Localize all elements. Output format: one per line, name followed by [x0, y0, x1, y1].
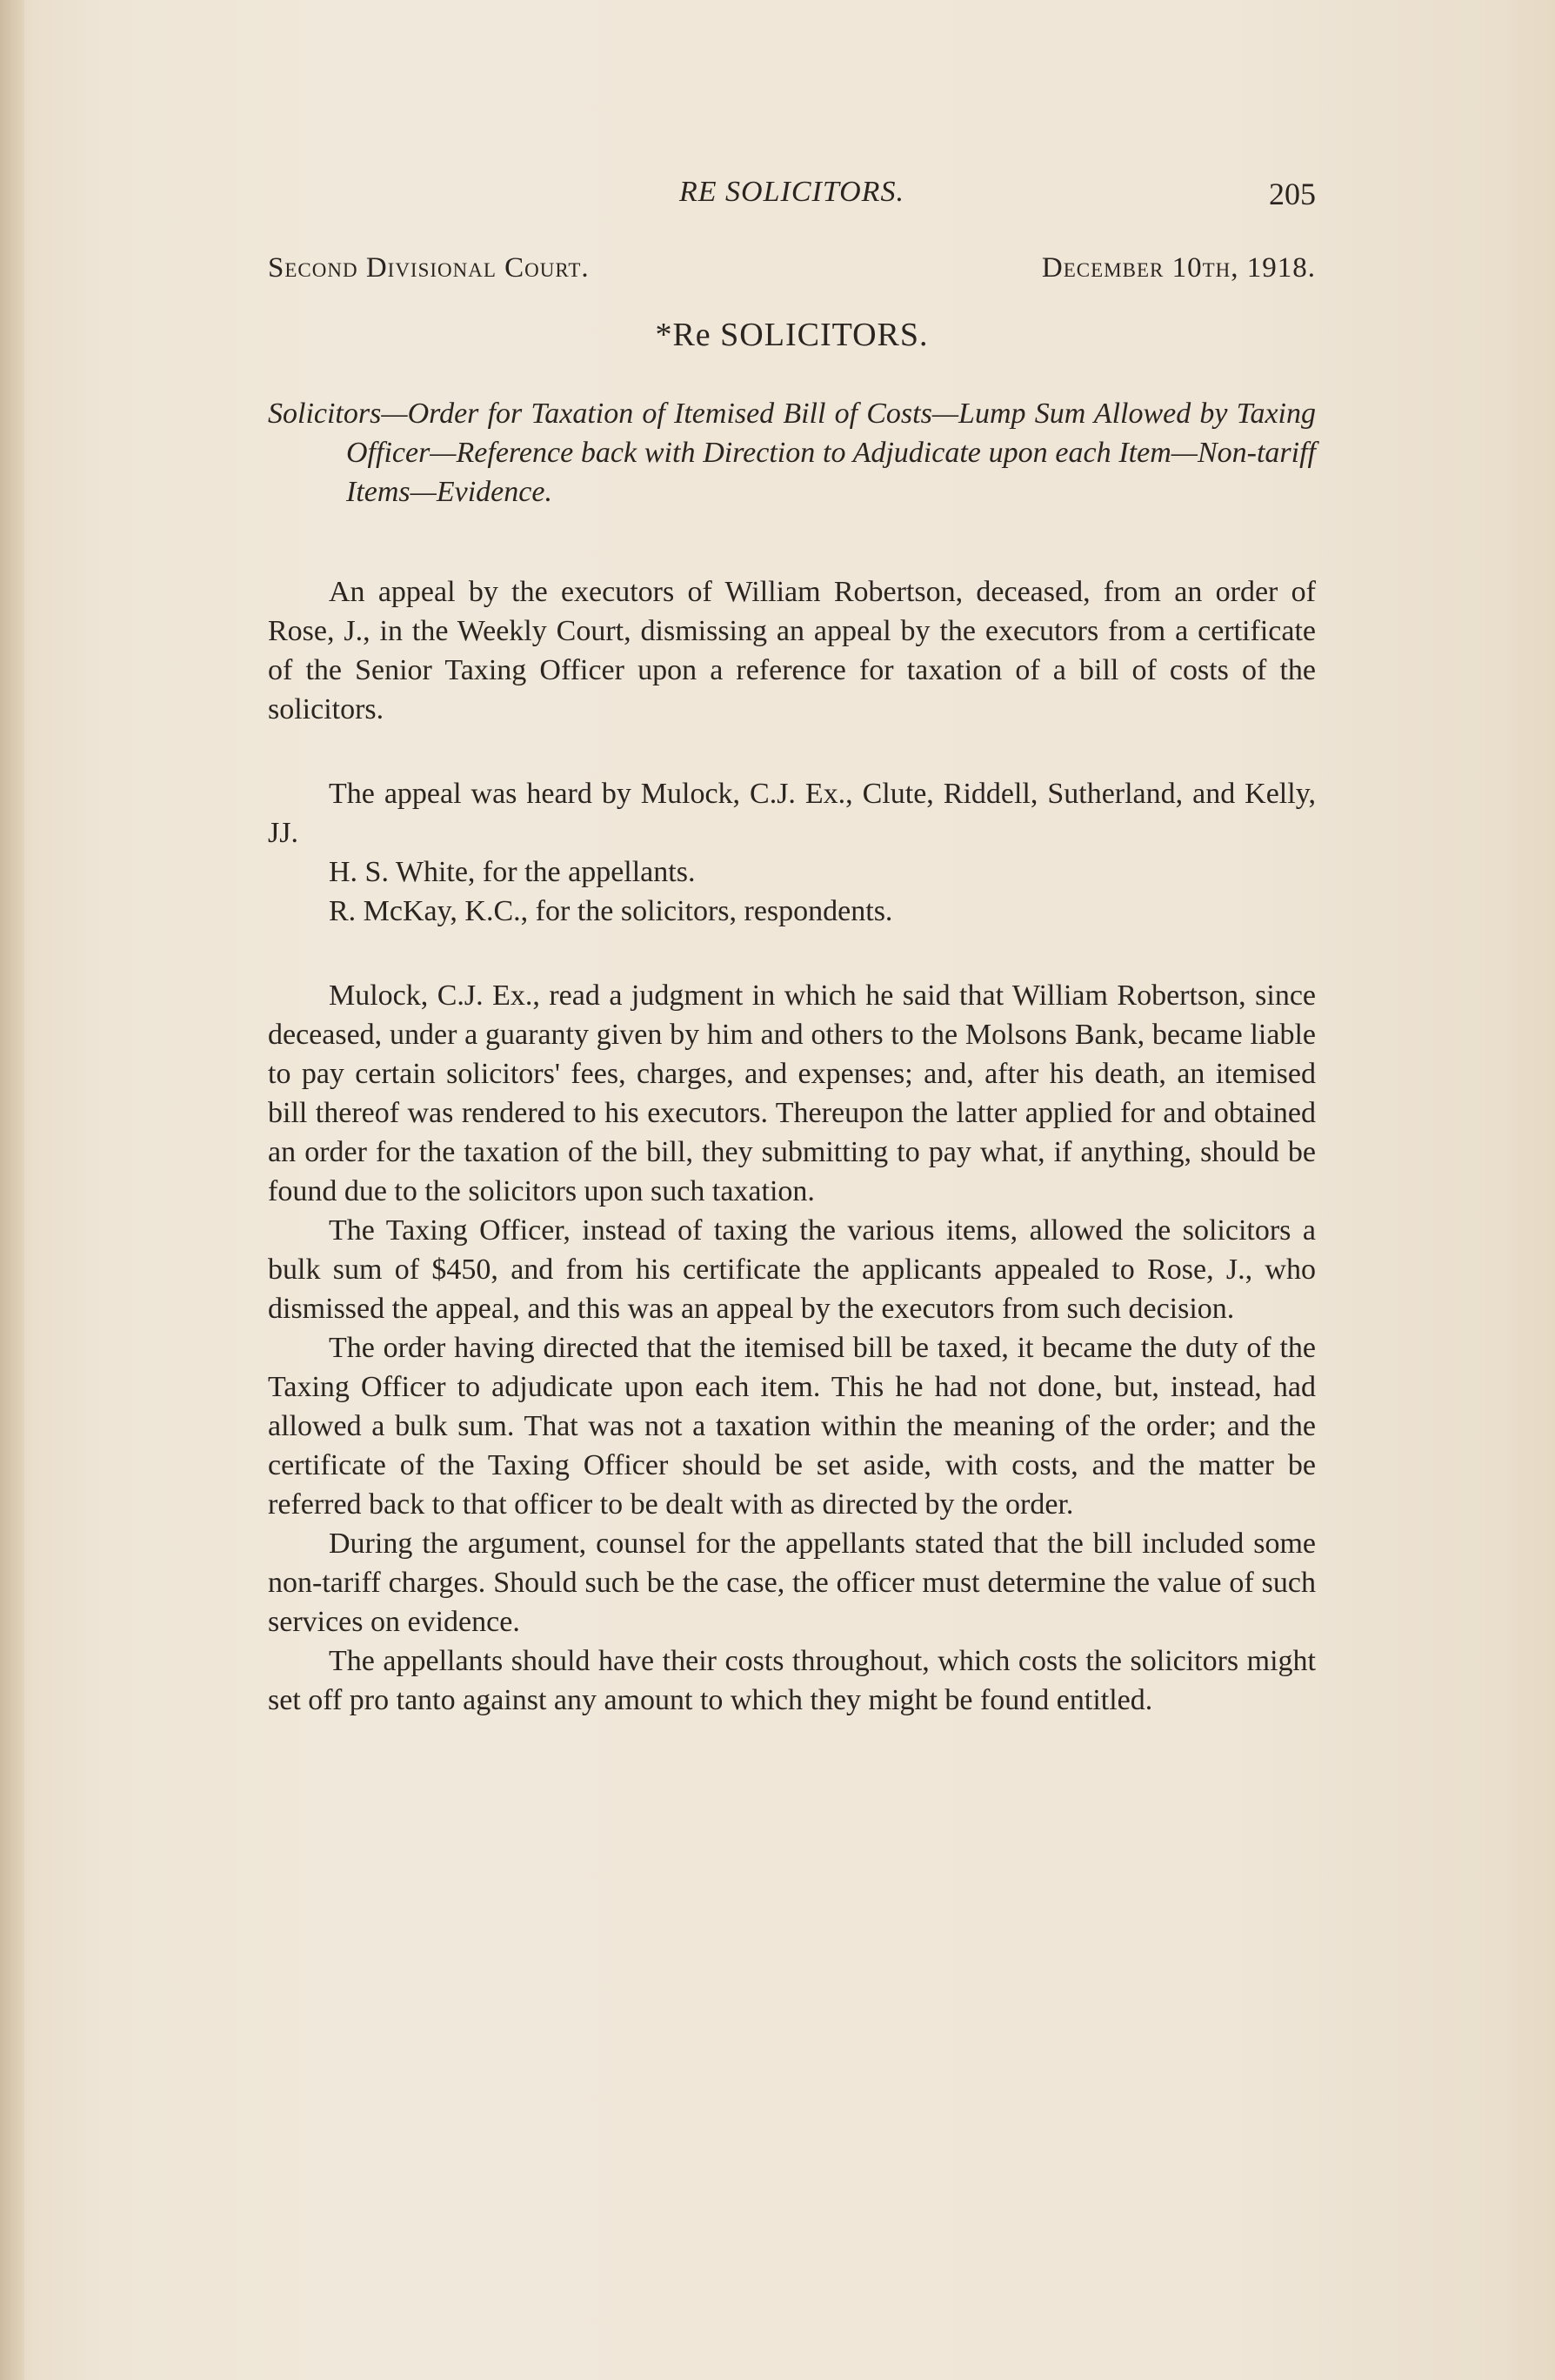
judgment-paragraph: The Taxing Officer, instead of taxing the various items, allowed the solicitors a bulk sum of $450, and from his certificate the applicants appealed to Rose, J., who dismissed the appeal, and this was an appeal by the executors from such decision. — [268, 1214, 1316, 1325]
running-head — [268, 165, 1316, 217]
page-content — [268, 165, 1316, 1720]
judgment-paragraph: Mulock, C.J. Ex., read a judgment in which he said that William Robertson, since deceased, under a guaranty given by him and others to the Molsons Bank, became liable to pay certain solicitors' fees, charges, and expenses; and, after his death, an itemised bill thereof was rendered to his executors. Thereupon the latter applied for and obtained an order for the taxation of the bill, they submitting to pay what, if anything, should be found due to the solicitors upon such taxation. — [268, 979, 1316, 1207]
counsel-appellants: H. S. White, for the appellants. — [329, 856, 696, 888]
headnote: Solicitors—Order for Taxation of Itemised Bill of Costs—Lump Sum Allowed by Taxing Officer—Reference back with Direction to Adjudicate upon each Item—Non-tariff Items—Evidence. — [268, 398, 1316, 508]
court-name: Second Divisional Court. — [268, 252, 590, 284]
page-number: 205 — [1269, 177, 1316, 211]
decision-date: December 10th, 1918. — [1041, 252, 1316, 284]
case-title: *Re SOLICITORS. — [655, 317, 929, 353]
counsel-respondents: R. McKay, K.C., for the solicitors, respondents. — [329, 895, 893, 927]
court-line — [268, 252, 1316, 284]
judgment-paragraph: The order having directed that the itemised bill be taxed, it became the duty of the Taxing Officer to adjudicate upon each item. This he had not done, but, instead, had allowed a bulk sum. That was not a taxation within the meaning of the order; and the certificate of the Taxing Officer should be set aside, with costs, and the matter be referred back to that officer to be dealt with as directed by the order. — [268, 1332, 1316, 1521]
running-title: RE SOLICITORS. — [679, 176, 904, 208]
judgment-paragraph: The appellants should have their costs throughout, which costs the solicitors might set off pro tanto against any amount to which they might be found entitled. — [268, 1645, 1316, 1716]
binding-gutter — [0, 0, 24, 2380]
intro-paragraph: An appeal by the executors of William Robertson, deceased, from an order of Rose, J., in the Weekly Court, dismissing an appeal by the executors from a certificate of the Senior Taxing Officer upon a reference for taxation of a bill of costs of the solicitors. — [268, 576, 1316, 725]
judgment-paragraph: During the argument, counsel for the appellants stated that the bill included some non-tariff charges. Should such be the case, the officer must determine the value of such services on evidence. — [268, 1528, 1316, 1638]
bench-paragraph: The appeal was heard by Mulock, C.J. Ex., Clute, Riddell, Sutherland, and Kelly, JJ. — [268, 778, 1316, 849]
